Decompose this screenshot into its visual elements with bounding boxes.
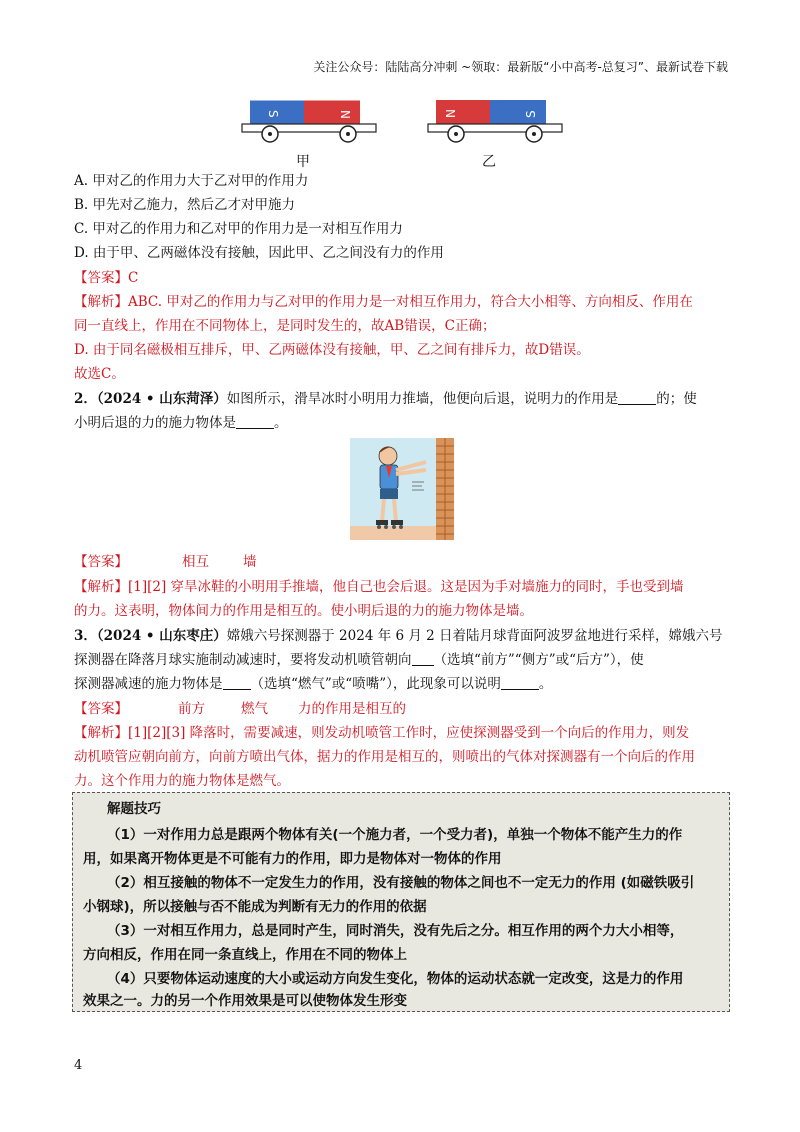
skater-pushing-wall-image — [350, 438, 454, 540]
tip-line: 小钢球)，所以接触与否不能成为判断有无力的作用的依据 — [83, 899, 427, 915]
cart-label: 乙 — [482, 154, 496, 170]
tip-line: 方向相反，作用在同一条直线上，作用在不同的物体上 — [83, 947, 407, 963]
pole-label: N — [338, 110, 352, 119]
tip-line: （1）一对作用力总是跟两个物体有关(一个施力者，一个受力者)，单独一个物体不能产生力的作 — [107, 827, 683, 843]
q1-answer: 【答案】C — [74, 270, 139, 286]
q2-analysis-line: 的力。这表明，物体间力的作用是相互的。使小明后退的力的施力物体是墙。 — [74, 603, 533, 619]
option-c: C. 甲对乙的作用力和乙对甲的作用力是一对相互作用力 — [74, 221, 403, 237]
q3-analysis-line: 【解析】[1][2][3] 降落时，需要减速，则发动机喷管工作时，应使探测器受到一个向后的作用力，则发 — [74, 725, 690, 741]
q1-analysis-line: D. 由于同名磁极相互排斥，甲、乙两磁体没有接触，甲、乙之间有排斥力，故D错误。 — [74, 342, 590, 358]
tip-line: （2）相互接触的物体不一定发生力的作用，没有接触的物体之间也不一定无力的作用 (如磁铁吸引 — [107, 875, 695, 891]
magnet-carts-figure — [236, 92, 566, 174]
option-b: B. 甲先对乙施力，然后乙才对甲施力 — [74, 197, 296, 213]
brick-wall — [436, 438, 454, 540]
q1-analysis-line: 同一直线上，作用在不同物体上，是同时发生的，故AB错误，C正确； — [74, 318, 496, 334]
q2-analysis-line: 【解析】[1][2] 穿旱冰鞋的小明用手推墙，他自己也会后退。这是因为手对墙施力的同时，手也受到墙 — [74, 579, 684, 595]
cart-yi — [428, 100, 562, 170]
q1-analysis-line: 故选C。 — [74, 366, 125, 382]
answer-blank[interactable] — [618, 390, 656, 405]
tip-line: 用，如果离开物体更是不可能有力的作用，即力是物体对一物体的作用 — [83, 851, 502, 867]
q3-analysis-line: 力。这个作用力的施力物体是燃气。 — [74, 773, 290, 789]
tip-line: （3）一对相互作用力，总是同时产生，同时消失，没有先后之分。相互作用的两个力大小相等， — [107, 923, 684, 939]
page-number: 4 — [74, 1058, 83, 1073]
q3-stem-line: 3．（2024 • 山东枣庄）嫦娥六号探测器于 2024 年 6 月 2 日着陆月球背面阿波罗盆地进行采样，嫦娥六号 — [74, 628, 723, 644]
header-promo: 关注公众号：陆陆高分冲刺 ~领取：最新版“小中高考-总复习”、最新试卷下载 — [313, 60, 728, 74]
tips-box — [72, 792, 730, 1012]
answer-blank[interactable] — [236, 414, 274, 429]
cart-jia — [242, 100, 376, 170]
option-a: A. 甲对乙的作用力大于乙对甲的作用力 — [74, 173, 309, 189]
q2-answer: 【答案】 相互 墙 — [74, 554, 257, 570]
answer-blank[interactable] — [223, 675, 251, 690]
q3-analysis-line: 动机喷管应朝向前方，向前方喷出气体，据力的作用是相互的，则喷出的气体对探测器有一个向后的作用 — [74, 749, 695, 765]
q2-stem-line: 小明后退的力的施力物体是 。 — [74, 415, 288, 431]
tips-title: 解题技巧 — [107, 801, 161, 817]
q3-answer: 【答案】 前方 燃气 力的作用是相互的 — [74, 701, 406, 717]
q2-stem-line: 2．（2024 • 山东菏泽）如图所示，滑旱冰时小明用力推墙，他便向后退，说明力的作用是 的；使 — [74, 391, 697, 407]
pole-label: S — [524, 110, 538, 118]
cart-label: 甲 — [296, 154, 310, 170]
tip-line: 效果之一。力的另一个作用效果是可以使物体发生形变 — [83, 993, 407, 1009]
answer-blank[interactable] — [501, 675, 539, 690]
pole-label: N — [444, 109, 458, 118]
pole-label: S — [266, 110, 280, 118]
q1-analysis-line: 【解析】ABC. 甲对乙的作用力与乙对甲的作用力是一对相互作用力，符合大小相等、方向相反、作用在 — [74, 294, 693, 310]
option-d: D. 由于甲、乙两磁体没有接触，因此甲、乙之间没有力的作用 — [74, 245, 444, 261]
q3-stem-line: 探测器减速的施力物体是 （选填“燃气”或“喷嘴”），此现象可以说明 。 — [74, 676, 553, 692]
answer-blank[interactable] — [412, 651, 434, 666]
tip-line: （4）只要物体运动速度的大小或运动方向发生变化，物体的运动状态就一定改变，这是力的作用 — [107, 971, 684, 987]
q3-stem-line: 探测器在降落月球实施制动减速时，要将发动机喷管朝向 （选填“前方”“侧方”或“后方”），使 — [74, 652, 644, 668]
